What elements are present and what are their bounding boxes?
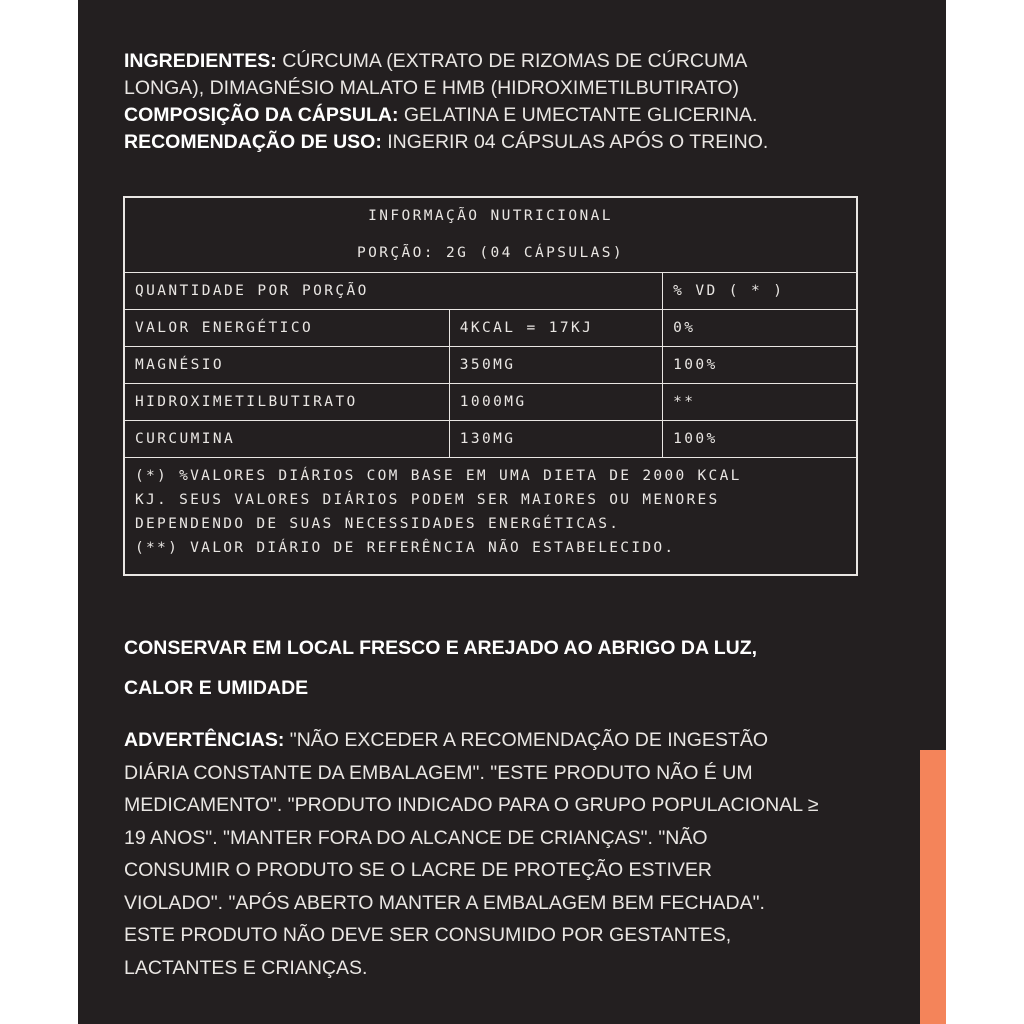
ingredients-label: INGREDIENTES: bbox=[124, 50, 277, 72]
capsule-label: COMPOSIÇÃO DA CÁPSULA: bbox=[124, 104, 399, 126]
row-name: MAGNÉSIO bbox=[124, 347, 449, 384]
header-quantity: QUANTIDADE POR PORÇÃO bbox=[124, 273, 663, 310]
table-row bbox=[124, 347, 857, 384]
row-vd: ** bbox=[663, 384, 857, 421]
warning-line: LACTANTES E CRIANÇAS. bbox=[124, 956, 368, 979]
nutrition-portion: PORÇÃO: 2G (04 CÁPSULAS) bbox=[124, 234, 857, 273]
note-line: DEPENDENDO DE SUAS NECESSIDADES ENERGÉTICAS. bbox=[135, 516, 621, 532]
warning-line: 19 ANOS". "MANTER FORA DO ALCANCE DE CRIANÇAS". "NÃO bbox=[124, 826, 708, 849]
row-name: VALOR ENERGÉTICO bbox=[124, 310, 449, 347]
row-vd: 100% bbox=[663, 421, 857, 458]
warnings-label: ADVERTÊNCIAS: bbox=[124, 729, 285, 751]
usage-label: RECOMENDAÇÃO DE USO: bbox=[124, 131, 382, 153]
storage-section bbox=[124, 628, 864, 708]
table-row bbox=[124, 310, 857, 347]
nutrition-notes bbox=[124, 458, 857, 576]
note-line: KJ. SEUS VALORES DIÁRIOS PODEM SER MAIORES OU MENORES bbox=[135, 492, 720, 508]
row-vd: 0% bbox=[663, 310, 857, 347]
warning-line: MEDICAMENTO". "PRODUTO INDICADO PARA O GRUPO POPULACIONAL ≥ bbox=[124, 794, 819, 816]
usage-text: INGERIR 04 CÁPSULAS APÓS O TREINO. bbox=[387, 131, 769, 153]
header-vd: % VD ( * ) bbox=[663, 273, 857, 310]
warning-line: VIOLADO". "APÓS ABERTO MANTER A EMBALAGEM BEM FECHADA". bbox=[124, 891, 765, 914]
nutrition-title: INFORMAÇÃO NUTRICIONAL bbox=[124, 197, 857, 234]
warning-text: "NÃO EXCEDER A RECOMENDAÇÃO DE INGESTÃO bbox=[289, 729, 769, 751]
warnings-section bbox=[124, 724, 864, 984]
row-amount: 130MG bbox=[449, 421, 662, 458]
usage-line bbox=[124, 129, 864, 156]
table-header-row bbox=[124, 273, 857, 310]
warning-line: CONSUMIR O PRODUTO SE O LACRE DE PROTEÇÃO ESTIVER bbox=[124, 859, 712, 881]
capsule-text: GELATINA E UMECTANTE GLICERINA. bbox=[403, 104, 758, 126]
table-row bbox=[124, 421, 857, 458]
table-row bbox=[124, 384, 857, 421]
ingredients-line bbox=[124, 48, 864, 75]
storage-line-2: CALOR E UMIDADE bbox=[124, 677, 309, 699]
nutrition-table bbox=[123, 196, 858, 576]
row-name: CURCUMINA bbox=[124, 421, 449, 458]
row-amount: 1000MG bbox=[449, 384, 662, 421]
capsule-line bbox=[124, 102, 864, 129]
warning-line: DIÁRIA CONSTANTE DA EMBALAGEM". "ESTE PRODUTO NÃO É UM bbox=[124, 761, 753, 784]
row-vd: 100% bbox=[663, 347, 857, 384]
storage-line-1: CONSERVAR EM LOCAL FRESCO E AREJADO AO ABRIGO DA LUZ, bbox=[124, 637, 758, 659]
row-amount: 350MG bbox=[449, 347, 662, 384]
ingredients-text-1: CÚRCUMA (EXTRATO DE RIZOMAS DE CÚRCUMA bbox=[282, 50, 748, 72]
ingredients-section bbox=[124, 48, 864, 156]
note-line: (*) %VALORES DIÁRIOS COM BASE EM UMA DIETA DE 2000 KCAL bbox=[135, 468, 742, 484]
ingredients-text-2: LONGA), DIMAGNÉSIO MALATO E HMB (HIDROXIMETILBUTIRATO) bbox=[124, 77, 740, 99]
warning-line: ESTE PRODUTO NÃO DEVE SER CONSUMIDO POR GESTANTES, bbox=[124, 924, 732, 946]
row-amount: 4KCAL = 17KJ bbox=[449, 310, 662, 347]
accent-stripe bbox=[920, 750, 946, 1024]
note-line: (**) VALOR DIÁRIO DE REFERÊNCIA NÃO ESTABELECIDO. bbox=[135, 540, 676, 556]
ingredients-line-2 bbox=[124, 75, 864, 102]
warning-line bbox=[124, 724, 864, 757]
row-name: HIDROXIMETILBUTIRATO bbox=[124, 384, 449, 421]
